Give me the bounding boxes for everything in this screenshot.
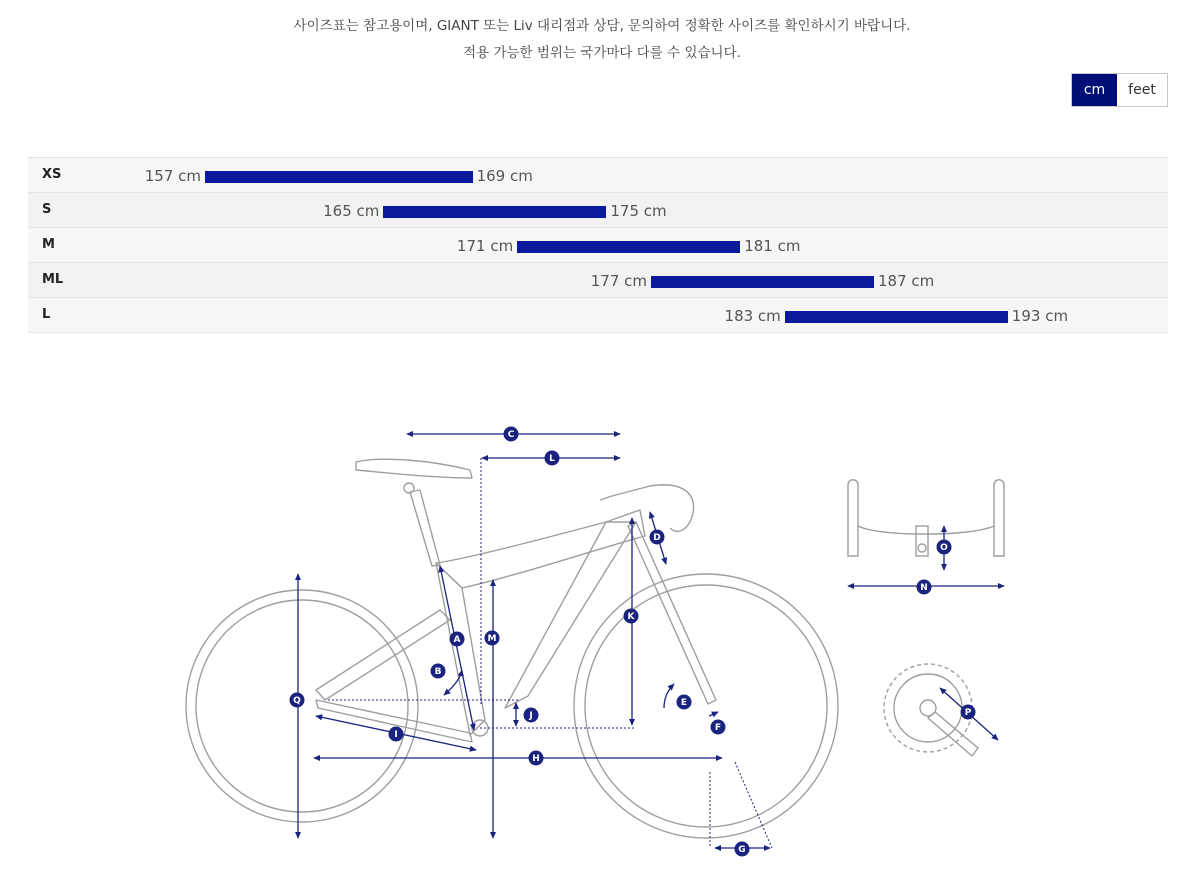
marker-e: [677, 695, 692, 710]
height-min: 177 cm: [590, 272, 647, 290]
svg-text:C: C: [507, 430, 515, 440]
size-notice-line-1: 사이즈표는 참고용이며, GIANT 또는 Liv 대리점과 상담, 문의하여 정확한 사이즈를 확인하시기 바랍니다.: [293, 18, 911, 34]
unit-feet-button[interactable]: feet: [1117, 74, 1167, 106]
marker-c: [504, 427, 519, 442]
height-min: 157 cm: [144, 167, 201, 185]
height-min: 165 cm: [323, 202, 380, 220]
dimension-lines: [298, 434, 1004, 848]
svg-text:O: O: [940, 543, 948, 553]
svg-text:N: N: [920, 583, 928, 593]
svg-text:P: P: [964, 708, 972, 718]
svg-text:D: D: [653, 533, 661, 543]
size-notice-line-2: 적용 가능한 범위는 국가마다 다를 수 있습니다.: [463, 45, 741, 61]
marker-a: [450, 632, 465, 647]
marker-j: [524, 708, 539, 723]
height-min: 171 cm: [456, 237, 514, 255]
marker-o: [937, 540, 952, 555]
marker-d: [650, 530, 665, 545]
height-max: 187 cm: [878, 272, 935, 290]
svg-text:K: K: [627, 612, 635, 622]
svg-text:A: A: [453, 635, 461, 645]
marker-b: [431, 664, 446, 679]
height-max: 169 cm: [476, 167, 533, 185]
marker-p: [961, 705, 976, 720]
svg-text:J: J: [529, 711, 533, 721]
marker-h: [529, 751, 544, 766]
marker-k: [624, 609, 639, 624]
marker-q: [290, 693, 305, 708]
marker-m: [485, 631, 500, 646]
size-label: XS: [42, 167, 62, 182]
marker-n: [917, 580, 932, 595]
svg-text:E: E: [680, 698, 688, 708]
svg-text:Q: Q: [293, 696, 301, 706]
height-max: 175 cm: [610, 202, 667, 220]
unit-cm-button[interactable]: cm: [1072, 74, 1117, 106]
svg-text:M: M: [487, 634, 497, 644]
marker-g: [735, 842, 750, 857]
height-min: 183 cm: [724, 307, 781, 325]
svg-text:F: F: [714, 723, 722, 733]
svg-text:I: I: [394, 730, 398, 740]
svg-text:G: G: [738, 845, 746, 855]
svg-text:B: B: [434, 667, 442, 677]
svg-text:L: L: [549, 454, 555, 464]
size-label: ML: [42, 272, 64, 287]
rear-wheel: [186, 590, 418, 822]
height-max: 193 cm: [1011, 307, 1069, 325]
marker-l: [545, 451, 560, 466]
size-label: L: [42, 307, 51, 322]
svg-text:H: H: [532, 754, 540, 764]
size-label: S: [42, 202, 52, 217]
size-label: M: [42, 237, 55, 252]
handlebar-top-view: [848, 480, 1004, 556]
height-max: 181 cm: [744, 237, 801, 255]
marker-f: [711, 720, 726, 735]
front-wheel: [574, 574, 838, 838]
marker-i: [389, 727, 404, 742]
